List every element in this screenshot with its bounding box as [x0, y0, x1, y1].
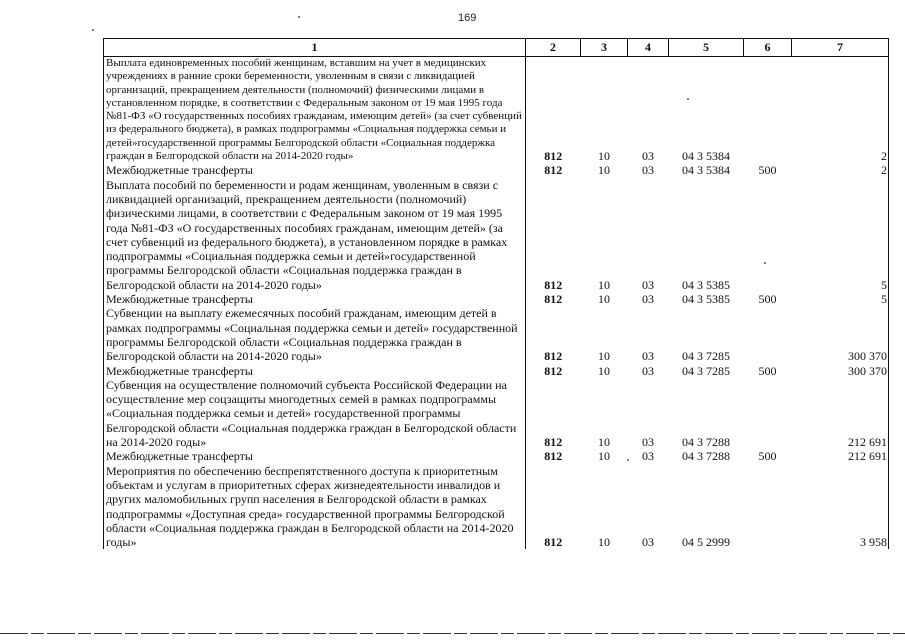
- section-code-cell: 10: [598, 449, 610, 464]
- expense-type-cell: [744, 378, 792, 449]
- table-row: [104, 163, 889, 177]
- expense-type-cell: 500: [758, 163, 777, 178]
- expense-type-cell: [744, 57, 792, 164]
- target-article-cell: 04 3 7288: [682, 435, 730, 450]
- column-header: 4: [628, 39, 669, 57]
- expense-type-cell: [744, 464, 792, 550]
- table-row: [104, 292, 889, 306]
- amount-cell: 5: [792, 292, 889, 306]
- table-body: [104, 57, 889, 550]
- table-row: [104, 306, 889, 363]
- subsection-code-cell: 03: [642, 449, 654, 464]
- expense-type-cell: [744, 178, 792, 292]
- amount-cell: 3 958: [792, 464, 889, 550]
- budget-table: [103, 38, 889, 549]
- section-code-cell: 10: [598, 163, 610, 178]
- subsection-code-cell: 03: [642, 363, 654, 378]
- grbs-code-cell: 812: [544, 535, 563, 550]
- table-header-row: [104, 39, 889, 57]
- expense-type-cell: 500: [758, 292, 777, 307]
- scan-speck: [298, 16, 300, 18]
- target-article-cell: 04 3 5384: [682, 149, 730, 164]
- section-code-cell: 10: [598, 277, 610, 292]
- column-header: 2: [526, 39, 581, 57]
- expense-name-cell: Межбюджетные трансферты: [104, 163, 526, 177]
- page-bottom-rule: [0, 633, 905, 634]
- column-header: 3: [581, 39, 628, 57]
- expense-name-cell: Межбюджетные трансферты: [104, 364, 526, 378]
- grbs-code-cell: 812: [544, 163, 563, 178]
- expense-type-cell: 500: [758, 449, 777, 464]
- table-row: [104, 57, 889, 164]
- expense-name-cell: Выплата пособий по беременности и родам женщинам, уволенным в связи с ликвидацией организаций, прекращением деятельности (полномочий) физическими лицами, в соответствии с Федеральным законом от 19 мая 1995 года №81-ФЗ «О государственных пособиях гражданам, имеющим детей» (за счет субвенций из федерального бюджета), в установленном порядке в рамках подпрограммы «Социальная поддержка семьи и детей»государственной программы Белгородской области «Социальная поддержка граждан в Белгородской области на 2014-2020 годы»: [104, 178, 526, 292]
- column-header: 1: [104, 39, 526, 57]
- page-number: 169: [458, 12, 477, 24]
- table-row: [104, 178, 889, 292]
- section-code-cell: 10: [598, 435, 610, 450]
- table-row: [104, 364, 889, 378]
- amount-cell: 212 691: [792, 378, 889, 449]
- amount-cell: 5: [792, 178, 889, 292]
- target-article-cell: 04 3 5384: [682, 163, 730, 178]
- expense-name-cell: Субвенции на выплату ежемесячных пособий гражданам, имеющим детей в рамках подпрограммы «Социальная поддержка семьи и детей» государственной программы Белгородской области «Социальная поддержка граждан в Белгородской области на 2014-2020 годы»: [104, 306, 526, 363]
- amount-cell: 212 691: [792, 449, 889, 463]
- subsection-code-cell: 03: [642, 292, 654, 307]
- target-article-cell: 04 3 7288: [682, 449, 730, 464]
- expense-name-cell: Мероприятия по обеспечению беспрепятственного доступа к приоритетным объектам и услугам в приоритетных сферах жизнедеятельности инвалидов и других маломобильных групп населения в Белгородской области в рамках подпрограммы «Доступная среда» государственной программы Белгородской области «Социальная поддержка граждан в Белгородской области на 2014-2020 годы»: [104, 464, 526, 550]
- expense-name-cell: Межбюджетные трансферты: [104, 449, 526, 463]
- target-article-cell: 04 3 5385: [682, 277, 730, 292]
- amount-cell: 300 370: [792, 364, 889, 378]
- expense-name-cell: Выплата единовременных пособий женщинам, вставшим на учет в медицинских учреждениях в ранние сроки беременности, уволенным в связи с ликвидацией организаций, прекращением деятельности (полномочий) физическими лицами в установленном порядке, в соответствии с Федеральным законом от 19 мая 1995 года №81-ФЗ «О государственных пособиях гражданам, имеющим детей» (за счет субвенций из федерального бюджета), в рамках подпрограммы «Социальная поддержка семьи и детей»государственной программы Белгородской области «Социальная поддержка граждан в Белгородской области на 2014-2020 годы»: [104, 57, 526, 164]
- grbs-code-cell: 812: [544, 149, 563, 164]
- column-header: 6: [744, 39, 792, 57]
- grbs-code-cell: 812: [544, 435, 563, 450]
- target-article-cell: 04 5 2999: [682, 535, 730, 550]
- column-header: 7: [792, 39, 889, 57]
- subsection-code-cell: 03: [642, 535, 654, 550]
- subsection-code-cell: 03: [642, 277, 654, 292]
- amount-cell: 300 370: [792, 306, 889, 363]
- expense-name-cell: Межбюджетные трансферты: [104, 292, 526, 306]
- table-row: [104, 464, 889, 550]
- expense-type-cell: 500: [758, 363, 777, 378]
- grbs-code-cell: 812: [544, 292, 563, 307]
- subsection-code-cell: 03: [642, 163, 654, 178]
- subsection-code-cell: 03: [642, 435, 654, 450]
- amount-cell: 2: [792, 57, 889, 164]
- table-row: [104, 449, 889, 463]
- column-header: 5: [669, 39, 744, 57]
- section-code-cell: 10: [598, 535, 610, 550]
- expense-name-cell: Субвенция на осуществление полномочий субъекта Российской Федерации на осуществление мер соцзащиты многодетных семей в рамках подпрограммы «Социальная поддержка семьи и детей» государственной программы Белгородской области «Социальная поддержка граждан в Белгородской области на 2014-2020 годы»: [104, 378, 526, 449]
- subsection-code-cell: 03: [642, 149, 654, 164]
- target-article-cell: 04 3 5385: [682, 292, 730, 307]
- table-row: [104, 378, 889, 449]
- target-article-cell: 04 3 7285: [682, 349, 730, 364]
- subsection-code-cell: 03: [642, 349, 654, 364]
- section-code-cell: 10: [598, 363, 610, 378]
- grbs-code-cell: 812: [544, 363, 563, 378]
- section-code-cell: 10: [598, 349, 610, 364]
- grbs-code-cell: 812: [544, 449, 563, 464]
- grbs-code-cell: 812: [544, 277, 563, 292]
- section-code-cell: 10: [598, 149, 610, 164]
- expense-type-cell: [744, 306, 792, 363]
- target-article-cell: 04 3 7285: [682, 363, 730, 378]
- grbs-code-cell: 812: [544, 349, 563, 364]
- amount-cell: 2: [792, 163, 889, 177]
- scan-speck: [92, 29, 94, 31]
- section-code-cell: 10: [598, 292, 610, 307]
